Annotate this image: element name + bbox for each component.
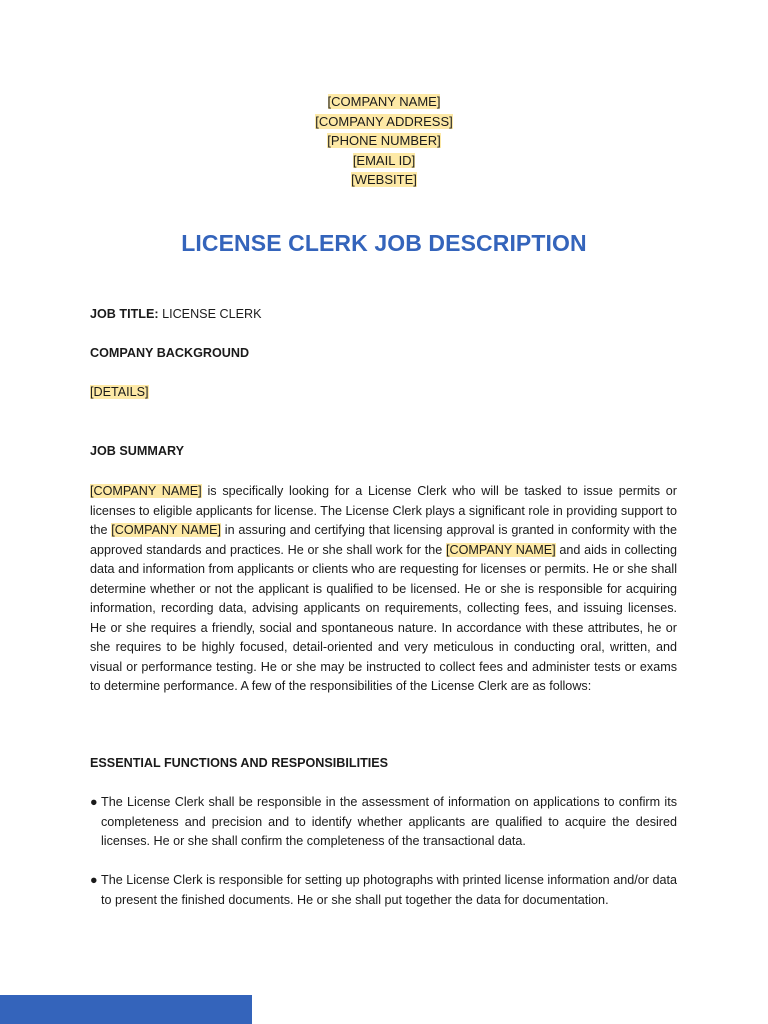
company-background-heading: COMPANY BACKGROUND [90,346,250,360]
job-summary-heading: JOB SUMMARY [90,444,184,458]
email-id-placeholder: [EMAIL ID] [352,152,416,168]
footer-accent-bar [0,995,252,1024]
list-item-text: The License Clerk is responsible for setting up photographs with printed license information and/or data to present the finished documents. He or she shall put together the data for documentation. [101,873,677,907]
document-title: LICENSE CLERK JOB DESCRIPTION [181,230,587,256]
company-name-placeholder: [COMPANY NAME] [90,484,202,498]
responsibilities-list [90,793,677,910]
details-placeholder: [DETAILS] [90,385,149,399]
company-address-placeholder: [COMPANY ADDRESS] [315,113,453,129]
company-name-placeholder: [COMPANY NAME] [111,523,221,537]
company-name-placeholder: [COMPANY NAME] [327,94,441,109]
summary-text: and aids in collecting data and information from applicants or clients who are requesting for licenses or permits. He or she shall determine whether or not the applicant is qualified to be licensed. He or she is responsible for acquiring information, recording data, advising applicants on requirements, collecting fees, and issuing licenses. He or she requires a friendly, social and spontaneous nature. In accordance with these attributes, he or she requires to be highly focused, detail-oriented and very meticulous in conducting oral, written, and visual or performance testing. He or she may be instructed to collect fees and administer tests or exams to determine performance. A few of the responsibilities of the License Clerk are as follows: [90,542,677,693]
job-title-label: JOB TITLE: [90,307,159,321]
list-item [90,793,677,852]
job-title-line [90,305,677,325]
phone-number-placeholder: [PHONE NUMBER] [327,133,441,149]
list-item-text: The License Clerk shall be responsible in the assessment of information on applications to confirm its completeness and precision and to identify whether applicants are qualified to acquire the desired licenses. He or she shall confirm the completeness of the transactional data. [101,795,677,848]
bullet-icon: ● [90,873,98,887]
company-name-placeholder: [COMPANY NAME] [446,542,556,557]
job-summary-paragraph [90,482,677,697]
summary-text: is specifically looking for a License Clerk who will be tasked to issue permits or licenses to eligible applicants for license. The License Clerk plays a significant role in providing support to the [90,484,677,537]
list-item [90,871,677,910]
job-title-value: LICENSE CLERK [162,307,262,321]
summary-text: in assuring and certifying that licensing approval is granted in conformity with the approved standards and practices. He or she shall work for the [90,523,677,557]
bullet-icon: ● [90,795,98,809]
website-placeholder: [WEBSITE] [351,172,417,188]
company-background-details [90,383,677,403]
essential-functions-heading: ESSENTIAL FUNCTIONS AND RESPONSIBILITIES [90,756,389,770]
company-header [0,92,768,190]
